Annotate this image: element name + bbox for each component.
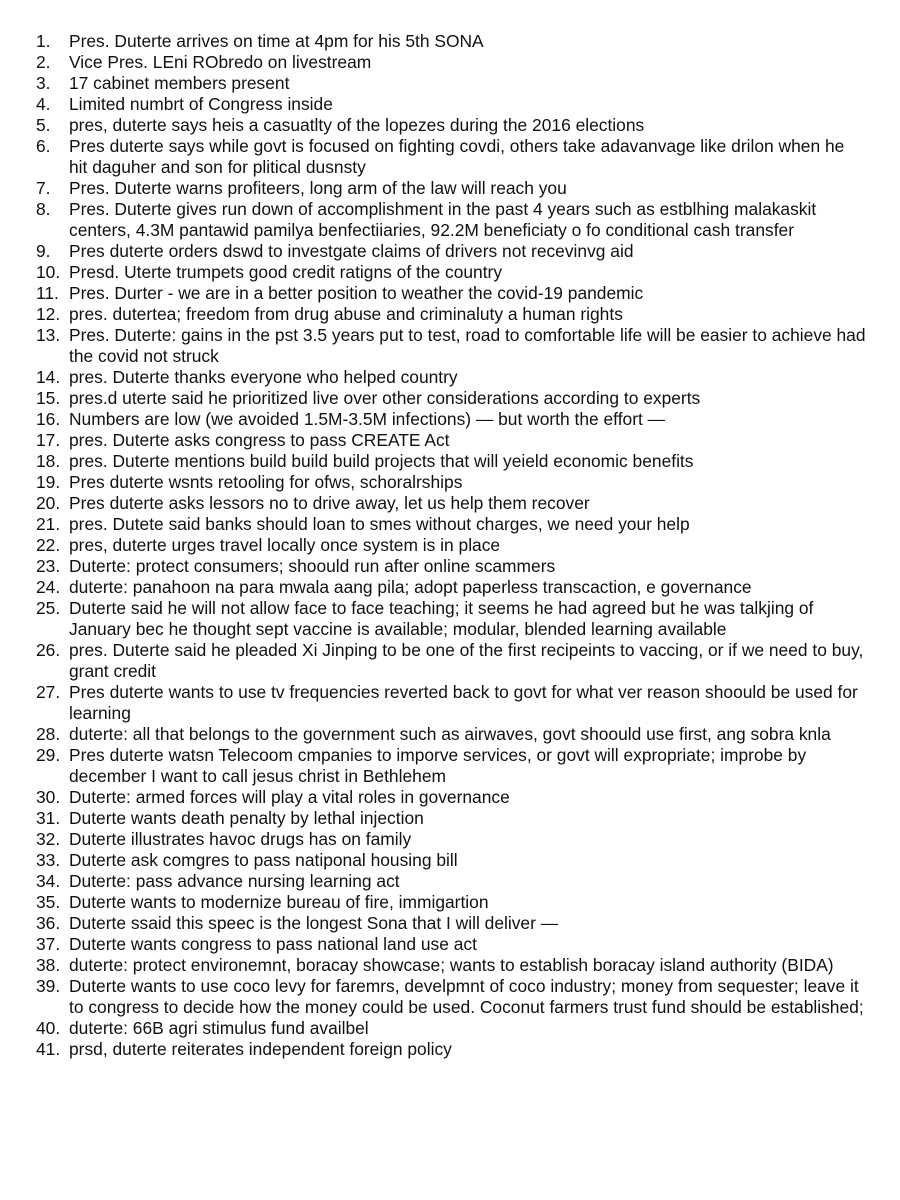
list-item-text: duterte: 66B agri stimulus fund availbel xyxy=(69,1018,369,1038)
list-item-number: 1. xyxy=(36,31,51,51)
list-item-number: 29. xyxy=(36,745,61,765)
list-item-text: duterte: all that belongs to the government such as airwaves, govt shoould use first, ang sobra knla xyxy=(69,724,831,744)
list-item xyxy=(36,682,866,724)
list-item-number: 36. xyxy=(36,913,61,933)
list-item-number: 37. xyxy=(36,934,61,954)
list-item xyxy=(36,1018,866,1039)
list-item-number: 6. xyxy=(36,136,51,156)
list-item-number: 28. xyxy=(36,724,61,744)
list-item-text: pres. Duterte thanks everyone who helped country xyxy=(69,367,458,387)
list-item xyxy=(36,535,866,556)
list-item-number: 27. xyxy=(36,682,61,702)
list-item xyxy=(36,934,866,955)
list-item-text: Duterte illustrates havoc drugs has on family xyxy=(69,829,412,849)
list-item-number: 4. xyxy=(36,94,51,114)
list-item-text: pres. Dutete said banks should loan to smes without charges, we need your help xyxy=(69,514,690,534)
list-item-number: 12. xyxy=(36,304,61,324)
list-item xyxy=(36,241,866,262)
list-item-text: Pres. Duterte gives run down of accomplishment in the past 4 years such as estblhing malakaskit centers, 4.3M pantawid pamilya benfectiiaries, 92.2M beneficiaty o fo conditional cash transfer xyxy=(69,199,817,240)
list-item-text: Limited numbrt of Congress inside xyxy=(69,94,333,114)
list-item xyxy=(36,31,866,52)
list-item-number: 3. xyxy=(36,73,51,93)
list-item-text: Duterte wants congress to pass national land use act xyxy=(69,934,477,954)
list-item xyxy=(36,136,866,178)
list-item-text: Duterte: armed forces will play a vital roles in governance xyxy=(69,787,510,807)
list-item xyxy=(36,955,866,976)
list-item-number: 24. xyxy=(36,577,61,597)
list-item-number: 33. xyxy=(36,850,61,870)
list-item-text: pres. Duterte mentions build build build projects that will yeield economic benefits xyxy=(69,451,694,471)
list-item xyxy=(36,745,866,787)
list-item-number: 9. xyxy=(36,241,51,261)
list-item-text: Duterte ask comgres to pass natiponal housing bill xyxy=(69,850,458,870)
list-item-text: Duterte wants to modernize bureau of fire, immigartion xyxy=(69,892,489,912)
list-item-text: Pres duterte watsn Telecoom cmpanies to imporve services, or govt will expropriate; improbe by december I want to call jesus christ in Bethlehem xyxy=(69,745,807,786)
list-item-text: Vice Pres. LEni RObredo on livestream xyxy=(69,52,372,72)
list-item-number: 30. xyxy=(36,787,61,807)
list-item-text: duterte: panahoon na para mwala aang pila; adopt paperless transcaction, e governance xyxy=(69,577,752,597)
list-item xyxy=(36,829,866,850)
list-item xyxy=(36,178,866,199)
list-item-number: 41. xyxy=(36,1039,61,1059)
list-item-number: 14. xyxy=(36,367,61,387)
list-item xyxy=(36,493,866,514)
list-item-number: 22. xyxy=(36,535,61,555)
list-item xyxy=(36,472,866,493)
list-item-number: 11. xyxy=(36,283,59,303)
list-item xyxy=(36,94,866,115)
list-item xyxy=(36,724,866,745)
list-item-number: 23. xyxy=(36,556,61,576)
list-item xyxy=(36,304,866,325)
list-item xyxy=(36,388,866,409)
list-item-text: Pres duterte orders dswd to investgate claims of drivers not recevinvg aid xyxy=(69,241,634,261)
list-item xyxy=(36,325,866,367)
list-item-number: 15. xyxy=(36,388,61,408)
list-item xyxy=(36,199,866,241)
list-item-text: Duterte wants to use coco levy for faremrs, develpmnt of coco industry; money from sequester; leave it to congress to decide how the money could be used. Coconut farmers trust fund should be established; xyxy=(69,976,864,1017)
notes-list xyxy=(36,31,866,1060)
list-item-number: 21. xyxy=(36,514,61,534)
list-item xyxy=(36,115,866,136)
list-item-number: 39. xyxy=(36,976,61,996)
list-item xyxy=(36,640,866,682)
list-item-number: 10. xyxy=(36,262,61,282)
list-item-number: 38. xyxy=(36,955,61,975)
list-item-text: Pres duterte says while govt is focused on fighting covdi, others take adavanvage like drilon when he hit daguher and son for plitical dusnsty xyxy=(69,136,845,177)
list-item-text: Pres. Durter - we are in a better position to weather the covid-19 pandemic xyxy=(69,283,644,303)
list-item xyxy=(36,556,866,577)
list-item xyxy=(36,367,866,388)
list-item-number: 19. xyxy=(36,472,61,492)
list-item xyxy=(36,514,866,535)
list-item-text: Numbers are low (we avoided 1.5M-3.5M infections) — but worth the effort — xyxy=(69,409,666,429)
list-item-number: 40. xyxy=(36,1018,61,1038)
list-item-number: 31. xyxy=(36,808,61,828)
list-item xyxy=(36,1039,866,1060)
list-item xyxy=(36,430,866,451)
list-item-text: pres, duterte urges travel locally once system is in place xyxy=(69,535,501,555)
list-item-number: 17. xyxy=(36,430,61,450)
list-item xyxy=(36,598,866,640)
list-item xyxy=(36,52,866,73)
list-item-number: 18. xyxy=(36,451,61,471)
list-item-number: 32. xyxy=(36,829,61,849)
list-item-text: Pres duterte wsnts retooling for ofws, schoralrships xyxy=(69,472,463,492)
list-item-text: pres. dutertea; freedom from drug abuse and criminaluty a human rights xyxy=(69,304,623,324)
list-item-number: 26. xyxy=(36,640,61,660)
list-item xyxy=(36,913,866,934)
list-item-text: Pres. Duterte warns profiteers, long arm of the law will reach you xyxy=(69,178,567,198)
list-item-text: Pres duterte wants to use tv frequencies reverted back to govt for what ver reason shoould be used for learning xyxy=(69,682,858,723)
list-item xyxy=(36,283,866,304)
list-item-number: 13. xyxy=(36,325,61,345)
list-item-number: 16. xyxy=(36,409,61,429)
list-item-text: prsd, duterte reiterates independent foreign policy xyxy=(69,1039,452,1059)
list-item-text: Duterte: protect consumers; shoould run after online scammers xyxy=(69,556,556,576)
list-item-number: 25. xyxy=(36,598,61,618)
list-item xyxy=(36,787,866,808)
list-item-text: Duterte ssaid this speec is the longest Sona that I will deliver — xyxy=(69,913,559,933)
list-item xyxy=(36,850,866,871)
list-item xyxy=(36,871,866,892)
list-item-number: 8. xyxy=(36,199,51,219)
list-item-text: pres.d uterte said he prioritized live over other considerations according to experts xyxy=(69,388,701,408)
list-item-text: Pres. Duterte: gains in the pst 3.5 years put to test, road to comfortable life will be easier to achieve had the covid not struck xyxy=(69,325,866,366)
list-item-number: 7. xyxy=(36,178,51,198)
list-item-number: 35. xyxy=(36,892,61,912)
list-item-text: pres. Duterte asks congress to pass CREATE Act xyxy=(69,430,450,450)
list-item-text: 17 cabinet members present xyxy=(69,73,290,93)
list-item xyxy=(36,73,866,94)
list-item-text: Pres duterte asks lessors no to drive away, let us help them recover xyxy=(69,493,590,513)
list-item-text: Duterte said he will not allow face to face teaching; it seems he had agreed but he was talkjing of January bec he thought sept vaccine is available; modular, blended learning available xyxy=(69,598,814,639)
list-item-text: Presd. Uterte trumpets good credit ratigns of the country xyxy=(69,262,503,282)
list-item-text: Duterte wants death penalty by lethal injection xyxy=(69,808,424,828)
list-item-text: pres, duterte says heis a casuatlty of the lopezes during the 2016 elections xyxy=(69,115,645,135)
list-item-text: pres. Duterte said he pleaded Xi Jinping to be one of the first recipeints to vaccing, or if we need to buy, grant credit xyxy=(69,640,864,681)
list-item xyxy=(36,409,866,430)
list-item xyxy=(36,451,866,472)
list-item-text: Pres. Duterte arrives on time at 4pm for his 5th SONA xyxy=(69,31,484,51)
list-item xyxy=(36,808,866,829)
list-item-number: 2. xyxy=(36,52,51,72)
list-item xyxy=(36,577,866,598)
list-item xyxy=(36,262,866,283)
list-item-number: 34. xyxy=(36,871,61,891)
list-item xyxy=(36,976,866,1018)
list-item-text: duterte: protect environemnt, boracay showcase; wants to establish boracay island authority (BIDA) xyxy=(69,955,834,975)
list-item-text: Duterte: pass advance nursing learning act xyxy=(69,871,400,891)
list-item-number: 5. xyxy=(36,115,51,135)
list-item xyxy=(36,892,866,913)
list-item-number: 20. xyxy=(36,493,61,513)
